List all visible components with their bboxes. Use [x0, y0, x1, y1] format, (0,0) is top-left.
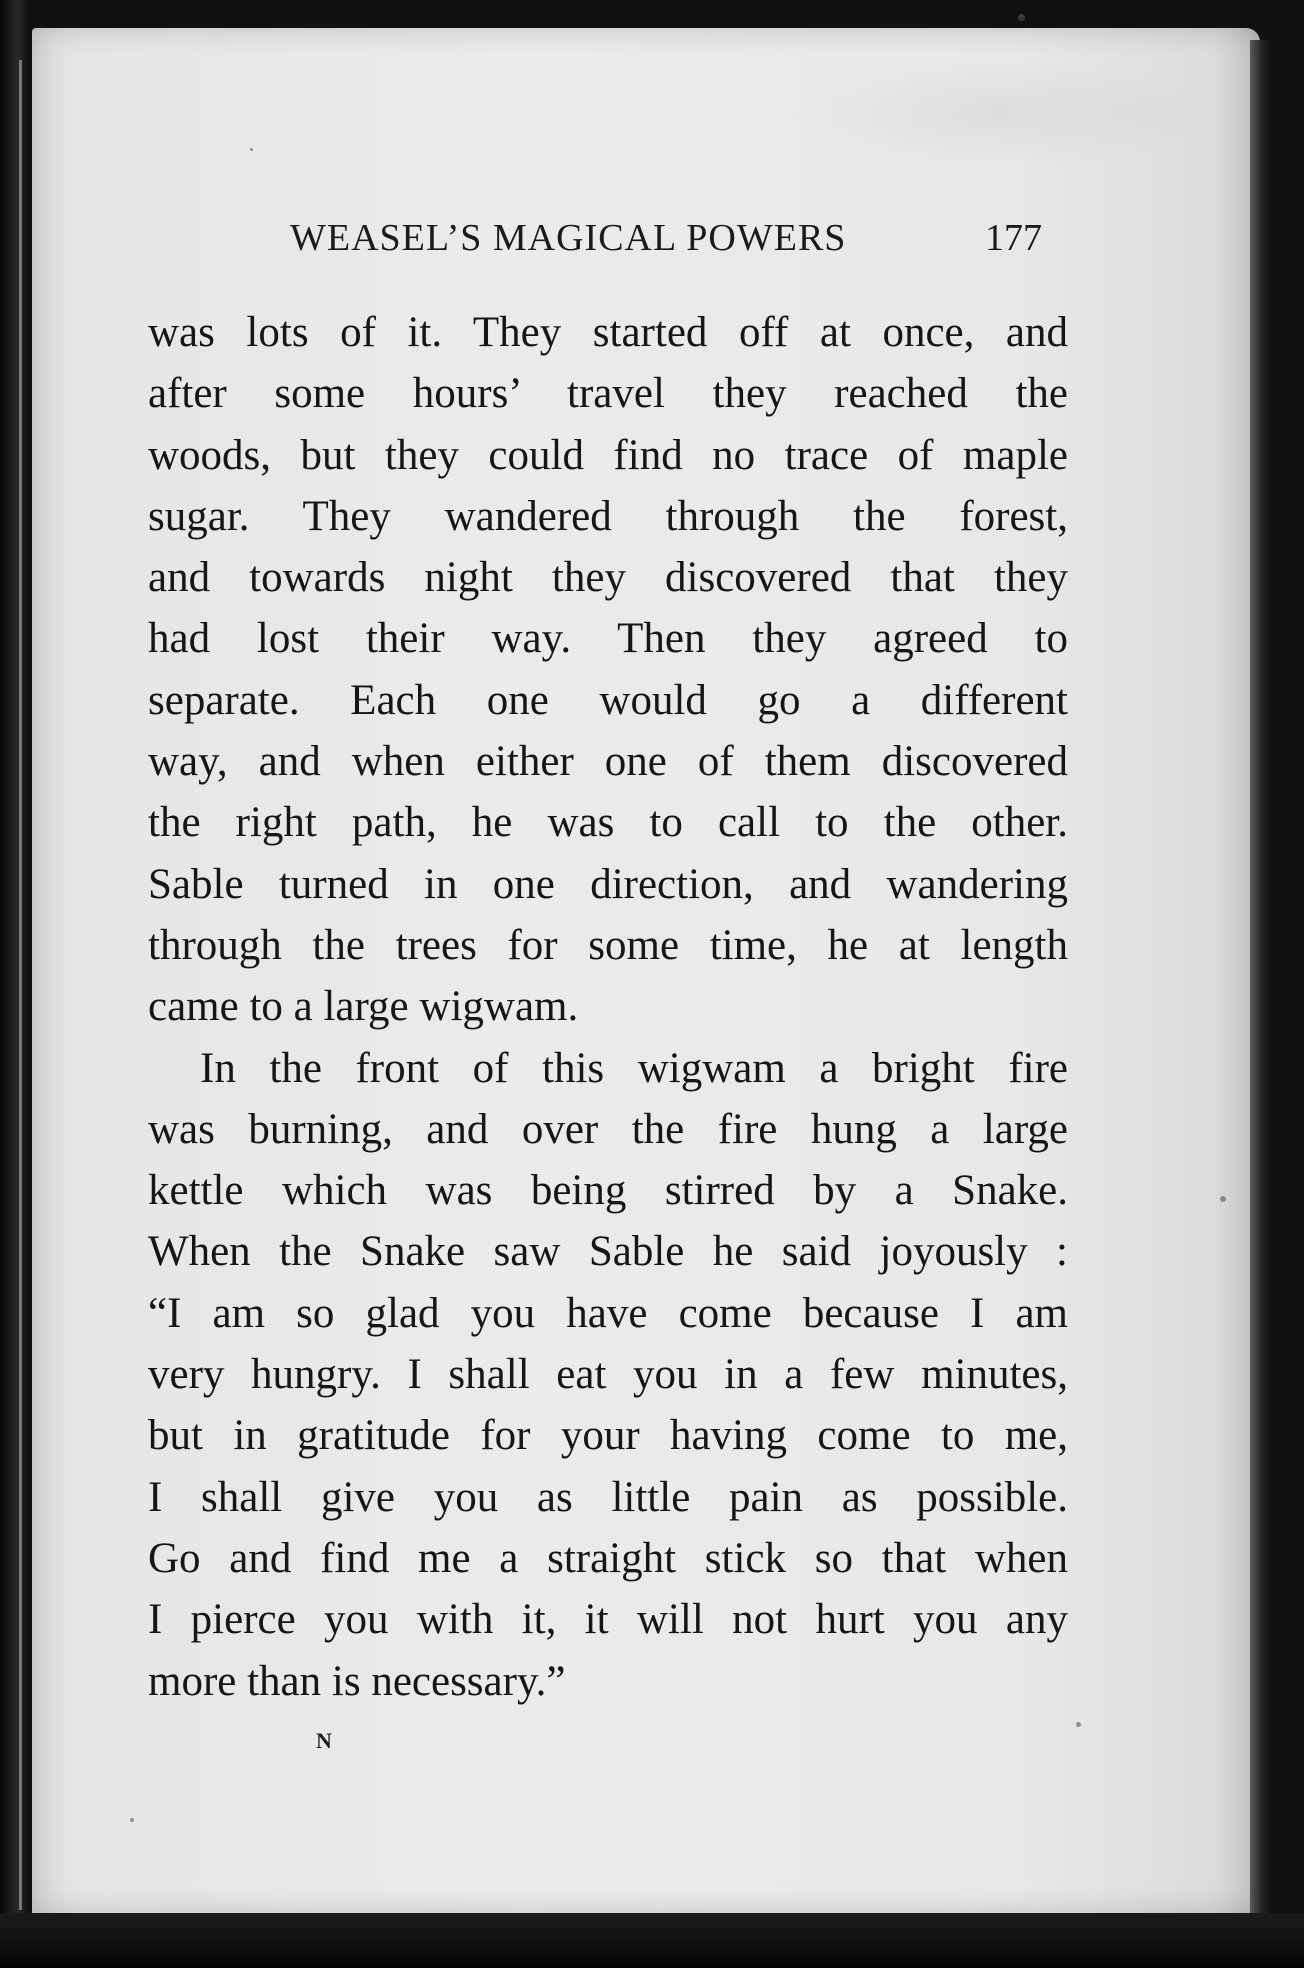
text-line: Go and find me a straight stick so that when [148, 1534, 1068, 1582]
text-line: kettle which was being stirred by a Snake. [148, 1167, 1068, 1215]
text-line: had lost their way. Then they agreed to [148, 615, 1068, 663]
text-line: came to a large wigwam. [148, 983, 579, 1031]
text-line: was burning, and over the fire hung a large [148, 1105, 1068, 1153]
text-line: more than is necessary.” [148, 1657, 566, 1705]
text-line: woods, but they could find no trace of maple [148, 431, 1068, 479]
text-line: sugar. They wandered through the forest, [148, 492, 1068, 540]
text-line: Sable turned in one direction, and wandering [148, 860, 1068, 908]
running-head-title: WEASEL’S MAGICAL POWERS [290, 217, 847, 259]
text-line: In the front of this wigwam a bright fire [200, 1044, 1068, 1092]
bottom-edge-shadow [0, 1913, 1304, 1968]
dust-speck [1018, 14, 1025, 21]
left-page-edge [0, 0, 30, 1968]
page-number: 177 [985, 217, 1042, 259]
text-line: When the Snake saw Sable he said joyously : [148, 1228, 1068, 1276]
text-line: “I am so glad you have come because I am [148, 1289, 1068, 1337]
signature-mark: N [316, 1728, 332, 1753]
paper-stain [792, 58, 1212, 168]
text-line: very hungry. I shall eat you in a few minutes, [148, 1351, 1068, 1399]
dust-speck [1076, 1722, 1081, 1727]
text-line: and towards night they discovered that they [148, 554, 1068, 602]
paragraph [148, 302, 1068, 1038]
text-line: way, and when either one of them discovered [148, 738, 1068, 786]
body-text [148, 302, 1068, 1712]
text-line: I shall give you as little pain as possible. [148, 1473, 1068, 1521]
text-line: separate. Each one would go a different [148, 676, 1068, 724]
right-binding-shadow [1250, 40, 1272, 1920]
text-line: through the trees for some time, he at length [148, 921, 1068, 969]
paragraph [148, 1038, 1068, 1712]
left-binding-rule [19, 60, 22, 1910]
dust-speck [1220, 1196, 1226, 1202]
dust-speck [250, 148, 253, 151]
right-cover-edge [1272, 30, 1304, 1930]
running-head [290, 216, 1050, 266]
text-line: I pierce you with it, it will not hurt you any [148, 1596, 1068, 1644]
text-line: was lots of it. They started off at once, and [148, 309, 1068, 356]
text-line: but in gratitude for your having come to me, [148, 1412, 1068, 1460]
text-line: after some hours’ travel they reached the [148, 370, 1068, 418]
dust-speck [130, 1818, 134, 1822]
text-line: the right path, he was to call to the other. [148, 799, 1068, 847]
